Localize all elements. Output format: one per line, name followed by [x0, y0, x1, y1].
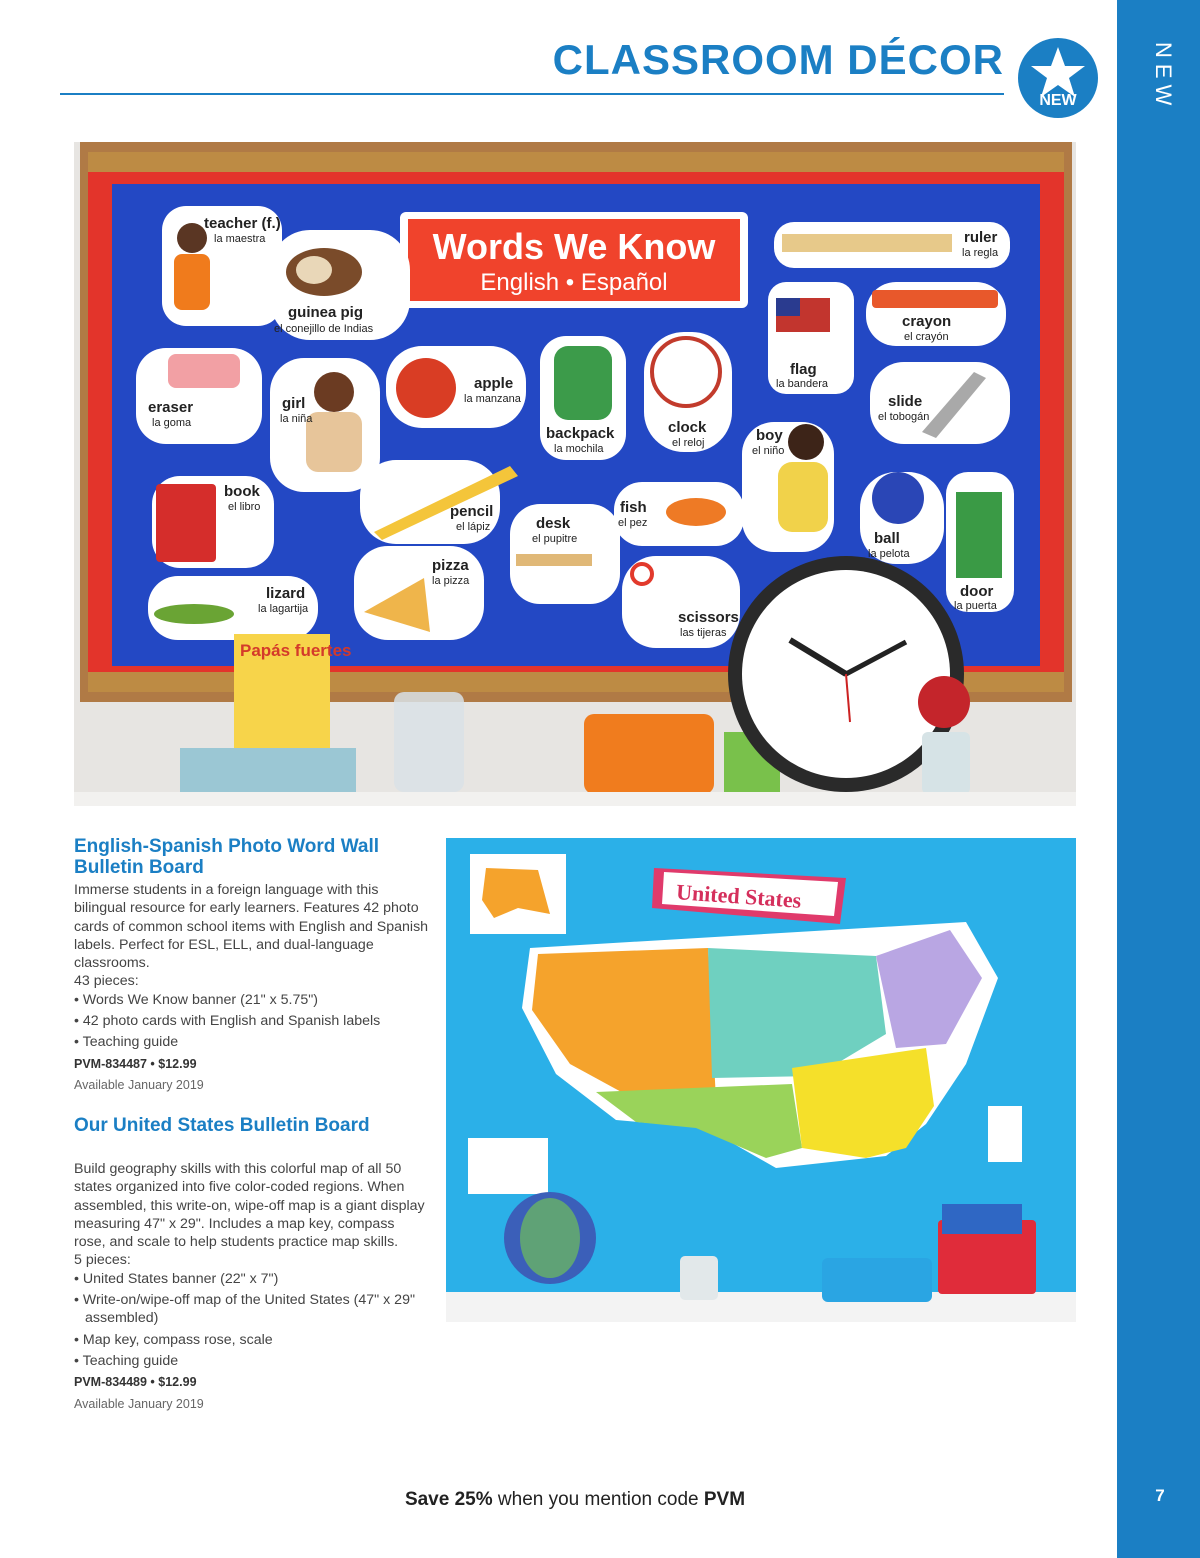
card-lizard [148, 576, 318, 640]
card-girl [270, 358, 380, 492]
svg-text:flag: flag [790, 361, 817, 378]
svg-text:United States: United States [675, 879, 803, 913]
svg-text:girl: girl [282, 395, 306, 412]
title-rule [60, 93, 1004, 95]
product-pieces: 5 pieces: [74, 1252, 131, 1269]
svg-text:la goma: la goma [152, 417, 192, 429]
product-availability: Available January 2019 [74, 1077, 204, 1092]
svg-text:el niño: el niño [752, 445, 785, 457]
word-wall-photo [74, 142, 1076, 806]
card-ruler [774, 222, 1010, 268]
new-badge-text: NEW [1039, 92, 1077, 109]
product-sku-price: PVM-834487 • $12.99 [74, 1056, 197, 1071]
svg-text:boy: boy [756, 427, 783, 444]
card-slide [870, 362, 1010, 444]
product-availability: Available January 2019 [74, 1396, 204, 1411]
card-clock [644, 332, 732, 452]
svg-text:la pizza: la pizza [432, 575, 470, 587]
svg-text:book: book [224, 483, 260, 500]
svg-text:la niña: la niña [280, 413, 313, 425]
card-eraser [136, 348, 262, 444]
svg-text:la mochila: la mochila [554, 443, 604, 455]
svg-text:pizza: pizza [432, 557, 469, 574]
svg-text:apple: apple [474, 375, 514, 392]
svg-text:el libro: el libro [228, 501, 261, 513]
product-bullet: • United States banner (22" x 7") [74, 1270, 279, 1287]
svg-text:teacher (f.): teacher (f.) [204, 215, 281, 232]
svg-text:la lagartija: la lagartija [258, 603, 309, 615]
sidebar-label: NEW [1151, 42, 1176, 112]
product-title-word-wall: English-Spanish Photo Word Wall Bulletin Board [74, 836, 380, 878]
svg-text:la regla: la regla [962, 247, 999, 259]
svg-text:el tobogán: el tobogán [878, 411, 930, 423]
card-door [946, 472, 1014, 612]
svg-text:la pelota: la pelota [868, 548, 910, 560]
svg-text:eraser: eraser [148, 399, 194, 416]
banner-title: Words We Know [432, 226, 716, 267]
svg-text:pencil: pencil [450, 503, 494, 520]
us-map-photo [446, 838, 1076, 1322]
svg-text:el pupitre: el pupitre [532, 533, 578, 545]
product-bullet: • Map key, compass rose, scale [74, 1331, 273, 1348]
product-description: Immerse students in a foreign language with this bilingual resource for early learners. Features 42 photo cards of common school items with English and Spanish labels. Perfect for ESL, ELL, and dual-language classrooms. [74, 882, 429, 972]
product-description: Build geography skills with this colorful map of all 50 states organized into five color-coded regions. When assembled, this write-on, wipe-off map is a giant display measuring 47" x 29". Includes a map key, compass rose, and scale to help students practice map skills. [74, 1161, 425, 1251]
card-flag [768, 282, 854, 394]
svg-text:door: door [960, 583, 994, 600]
product-bullet: • 42 photo cards with English and Spanish labels [74, 1013, 381, 1030]
svg-text:la puerta: la puerta [954, 600, 997, 612]
svg-text:la maestra: la maestra [214, 233, 266, 245]
product-body-word-wall [74, 881, 429, 1094]
svg-text:el crayón: el crayón [904, 331, 949, 343]
product-bullet: • Teaching guide [74, 1034, 179, 1051]
svg-text:ruler: ruler [964, 229, 998, 246]
card-ball [860, 472, 944, 564]
svg-text:crayon: crayon [902, 313, 952, 330]
svg-text:la bandera: la bandera [776, 378, 828, 390]
svg-text:slide: slide [888, 393, 923, 410]
svg-text:clock: clock [668, 419, 707, 436]
svg-text:las tijeras: las tijeras [680, 627, 727, 639]
page-number: 7 [1155, 1486, 1165, 1505]
card-teacher [162, 206, 282, 326]
svg-text:el conejillo de Indias: el conejillo de Indias [274, 323, 374, 335]
banner-subtitle: English • Español [480, 269, 668, 296]
svg-text:el lápiz: el lápiz [456, 521, 491, 533]
page-title: CLASSROOM DÉCOR [552, 36, 1004, 83]
product-bullet: • Words We Know banner (21" x 5.75") [74, 991, 318, 1008]
product-bullet: • Teaching guide [74, 1352, 179, 1369]
promo-discount: Save 25% [404, 1489, 493, 1510]
product-pieces: 43 pieces: [74, 973, 139, 990]
promo-code: PVM [703, 1489, 746, 1510]
card-desk [510, 504, 620, 604]
card-scissors [622, 556, 740, 648]
card-guinea-pig [270, 230, 410, 340]
new-star-badge [1012, 38, 1104, 118]
svg-text:fish: fish [620, 499, 647, 516]
product-bullet: • Write-on/wipe-off map of the United States (47" x 29" assembled) [74, 1292, 415, 1327]
card-apple [386, 346, 526, 428]
svg-text:scissors: scissors [678, 609, 739, 626]
card-fish [614, 482, 744, 546]
sidebar-strip [1117, 0, 1200, 1558]
svg-text:ball: ball [874, 530, 900, 547]
card-pizza [354, 546, 484, 640]
card-crayon [866, 282, 1006, 346]
svg-text:el reloj: el reloj [672, 437, 705, 449]
card-boy [742, 422, 834, 552]
svg-text:Papás fuertes: Papás fuertes [240, 641, 352, 660]
svg-text:desk: desk [536, 515, 571, 532]
product-title-us-map: Our United States Bulletin Board [74, 1115, 370, 1136]
card-book [152, 476, 274, 568]
svg-text:guinea pig: guinea pig [288, 304, 363, 321]
svg-text:el pez: el pez [618, 517, 648, 529]
product-body-us-map [74, 1160, 429, 1413]
card-backpack [540, 336, 626, 460]
promo-text: when you mention code [492, 1489, 704, 1510]
svg-text:la manzana: la manzana [464, 393, 521, 405]
svg-text:lizard: lizard [266, 585, 306, 602]
svg-text:backpack: backpack [546, 425, 615, 442]
promo-footer [250, 1489, 900, 1511]
product-sku-price: PVM-834489 • $12.99 [74, 1375, 197, 1390]
